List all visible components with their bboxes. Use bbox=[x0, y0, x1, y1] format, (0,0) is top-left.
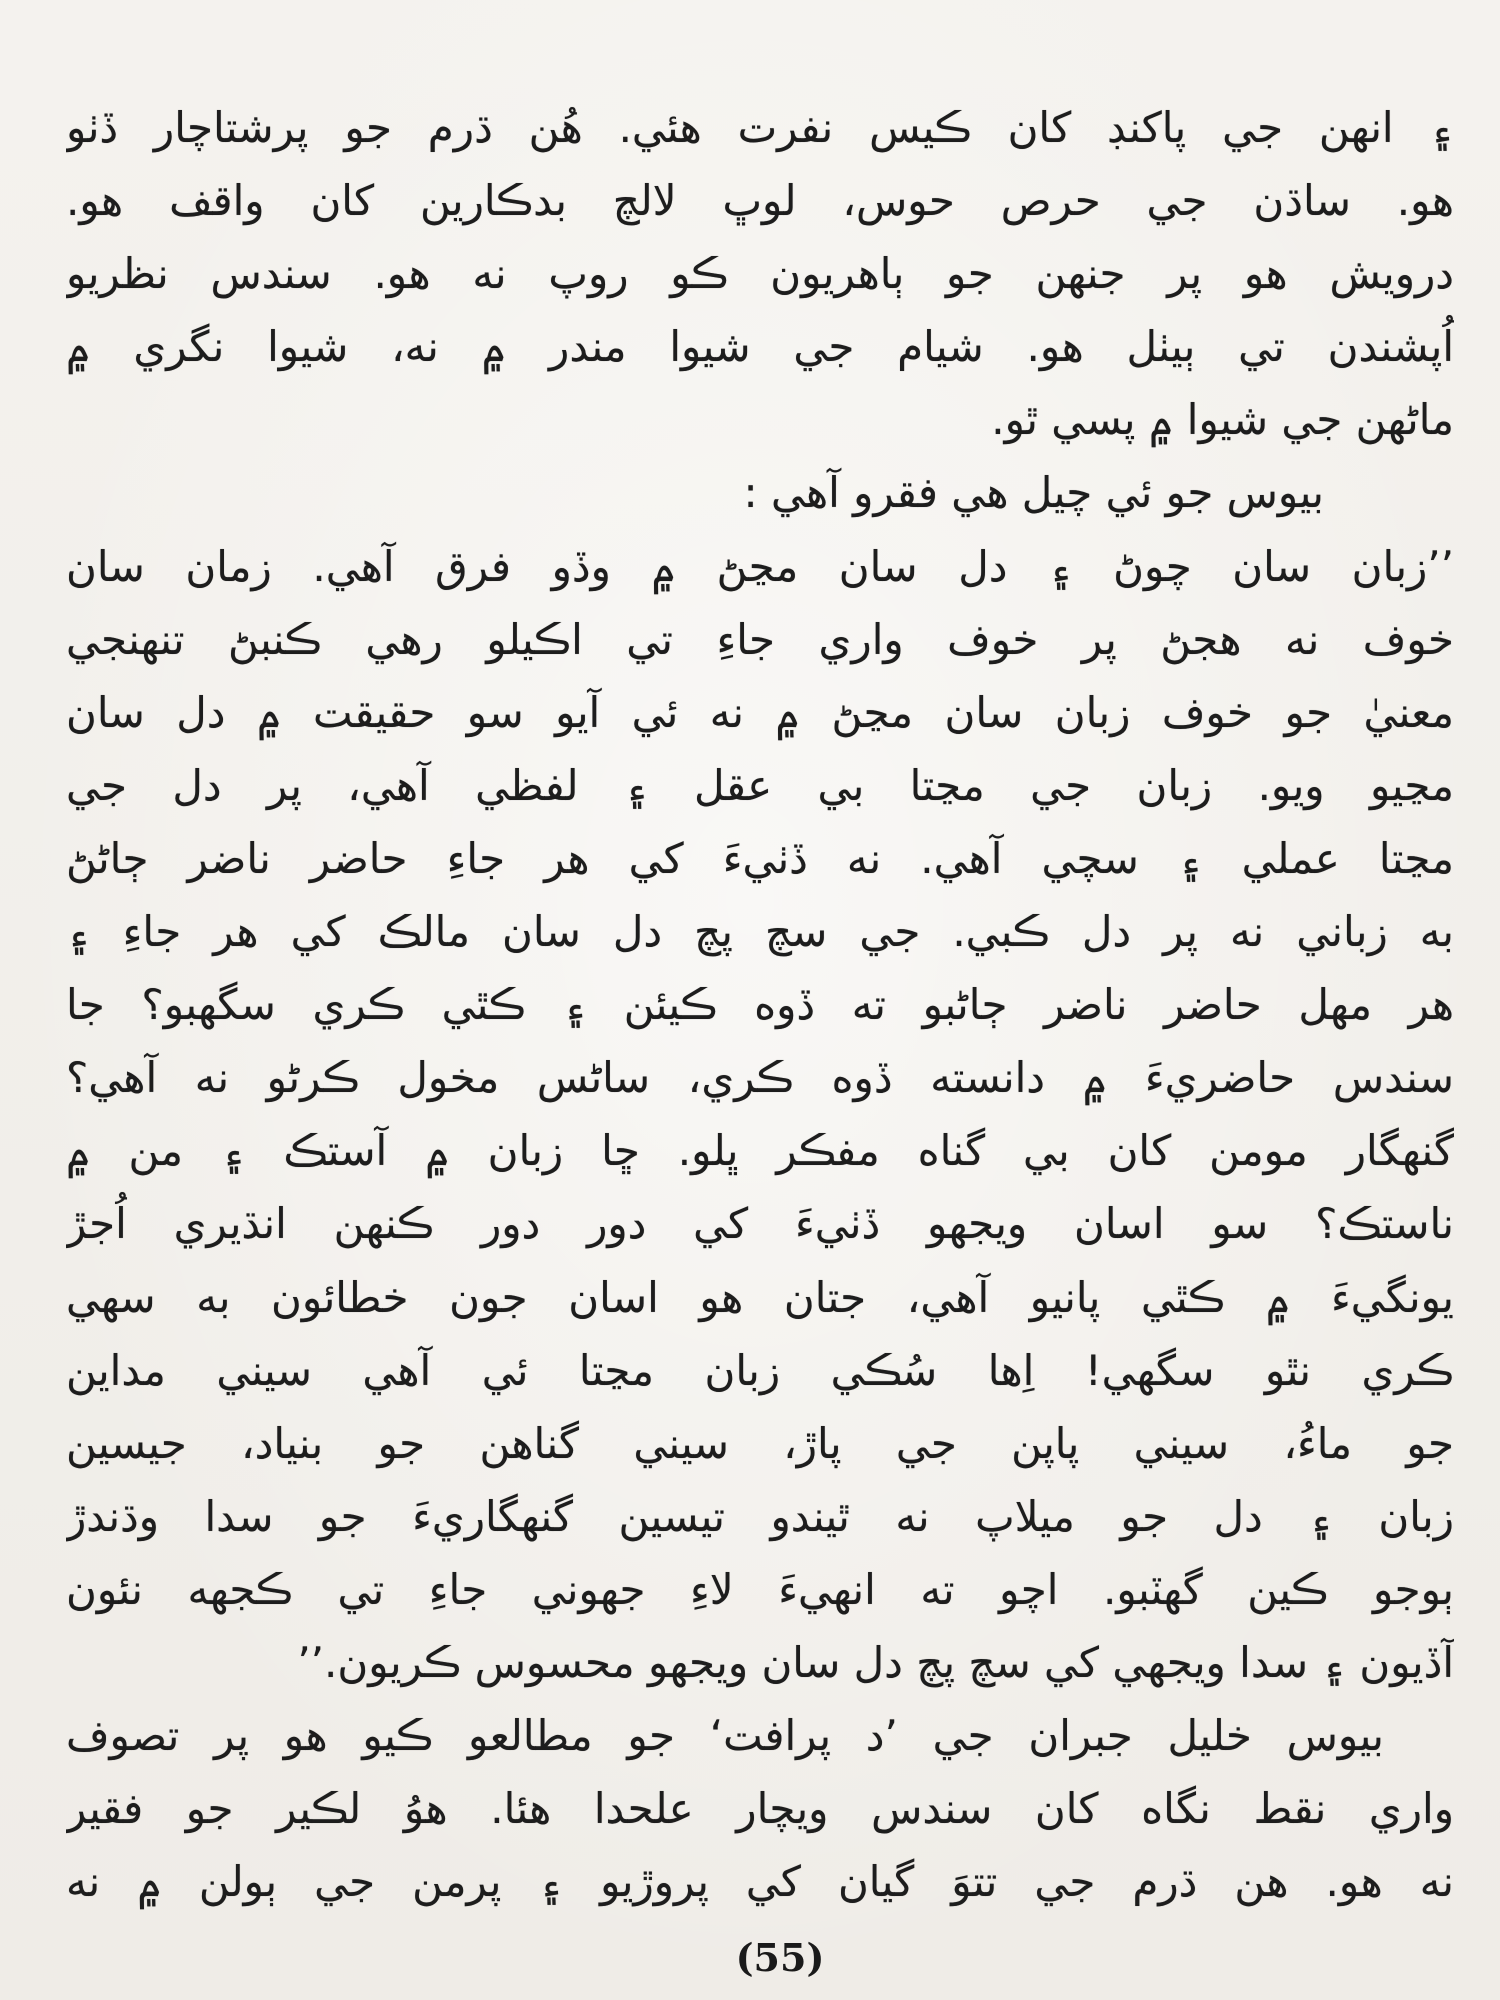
quote-line: ناستڪ؟ سو اسان ويجهو ڏٺيءَ کي دور دور ڪنهن انڌيري اُجڙ bbox=[66, 1199, 1454, 1249]
quote-line: مڃيو ويو. زبان جي مڃتا بي عقل ۽ لفظي آهي، پر دل جي bbox=[66, 760, 1454, 810]
text-line: ۽ انهن جي پاکنڊ کان ڪيس نفرت هئي. هُن ڌرم جو پرشتاچار ڏٺو bbox=[66, 103, 1454, 152]
quote-intro-line: بيوس جو ئي چيل هي فقرو آهي : bbox=[743, 468, 1324, 518]
quote-line: ’’زبان سان چوڻ ۽ دل سان مڃڻ ۾ وڏو فرق آهي. زمان سان bbox=[66, 541, 1454, 591]
text-line: اُپشندن تي ٻيٺل هو. شيام جي شيوا مندر ۾ نه، شيوا نگري ۾ bbox=[66, 322, 1454, 372]
quote-line: يونگيءَ ۾ ڪٿي پانيو آهي، جتان هو اسان جون خطائون به سهي bbox=[66, 1272, 1454, 1322]
quote-line: هر مهل حاضر ناضر ڄاڻبو ته ڏوه ڪيئن ۽ ڪٿي ڪري سگهبو؟ جا bbox=[66, 980, 1454, 1030]
text-line: ماڻهن جي شيوا ۾ پسي ٿو. bbox=[991, 395, 1454, 445]
page-number: (55) bbox=[735, 1935, 825, 1980]
quote-line: جو ماءُ، سيني پاپن جي پاڙ، سيني گناهن جو بنياد، جيسين bbox=[66, 1418, 1454, 1468]
quote-line: زبان ۽ دل جو ميلاپ نه ٿيندو تيسين گنهگاريءَ جو سدا وڌندڙ bbox=[66, 1491, 1454, 1541]
quote-line: سندس حاضريءَ ۾ دانسته ڏوه ڪري، ساڻس مخول ڪرڻو نه آهي؟ bbox=[66, 1053, 1454, 1103]
body-text bbox=[66, 91, 1454, 1918]
quote-line: به زباني نه پر دل ڪبي. جي سچ پچ دل سان مالڪ کي هر جاءِ ۽ bbox=[66, 907, 1454, 957]
quote-line: آڏيون ۽ سدا ويجهي کي سچ پچ دل سان ويجهو محسوس ڪريون.’’ bbox=[297, 1637, 1454, 1687]
quote-line: خوف نه هجڻ پر خوف واري جاءِ تي اڪيلو رهي ڪنبڻ تنهنجي bbox=[66, 614, 1454, 664]
quote-line: مڃتا عملي ۽ سچي آهي. نه ڏٺيءَ کي هر جاءِ حاضر ناضر ڄاڻڻ bbox=[66, 833, 1454, 883]
quote-line: ٻوجو ڪين گهٽبو. اچو ته انهيءَ لاءِ جهوني جاءِ تي ڪجهه نئون bbox=[66, 1564, 1454, 1614]
quote-line: معنيٰ جو خوف زبان سان مڃڻ ۾ نه ئي آيو سو حقيقت ۾ دل سان bbox=[66, 687, 1454, 737]
quote-line: گنهگار مومن کان بي گناه مفڪر ڀلو. ڇا زبان ۾ آستڪ ۽ من ۾ bbox=[66, 1126, 1454, 1176]
text-line: واري نقط نگاه کان سندس ويچار علحدا هئا. هوُ لڪير جو فقير bbox=[66, 1784, 1454, 1834]
text-line: نه هو. هن ڌرم جي تتوَ گيان کي پروڙيو ۽ پرمن جي ٻولن ۾ نه bbox=[66, 1857, 1454, 1907]
text-line: درويش هو پر جنهن جو ٻاهريون ڪو روپ نه هو. سندس نظريو bbox=[66, 249, 1454, 299]
text-line: بيوس خليل جبران جي ’د پرافت‘ جو مطالعو ڪيو هو پر تصوف bbox=[66, 1711, 1384, 1761]
quote-line: ڪري نٿو سگهي! اِها سُڪي زبان مڃتا ئي آهي سيني مداين bbox=[66, 1345, 1454, 1395]
text-line: هو. ساڌن جي حرص حوس، لوڀ لالچ بدڪارين کان واقف هو. bbox=[66, 176, 1454, 226]
